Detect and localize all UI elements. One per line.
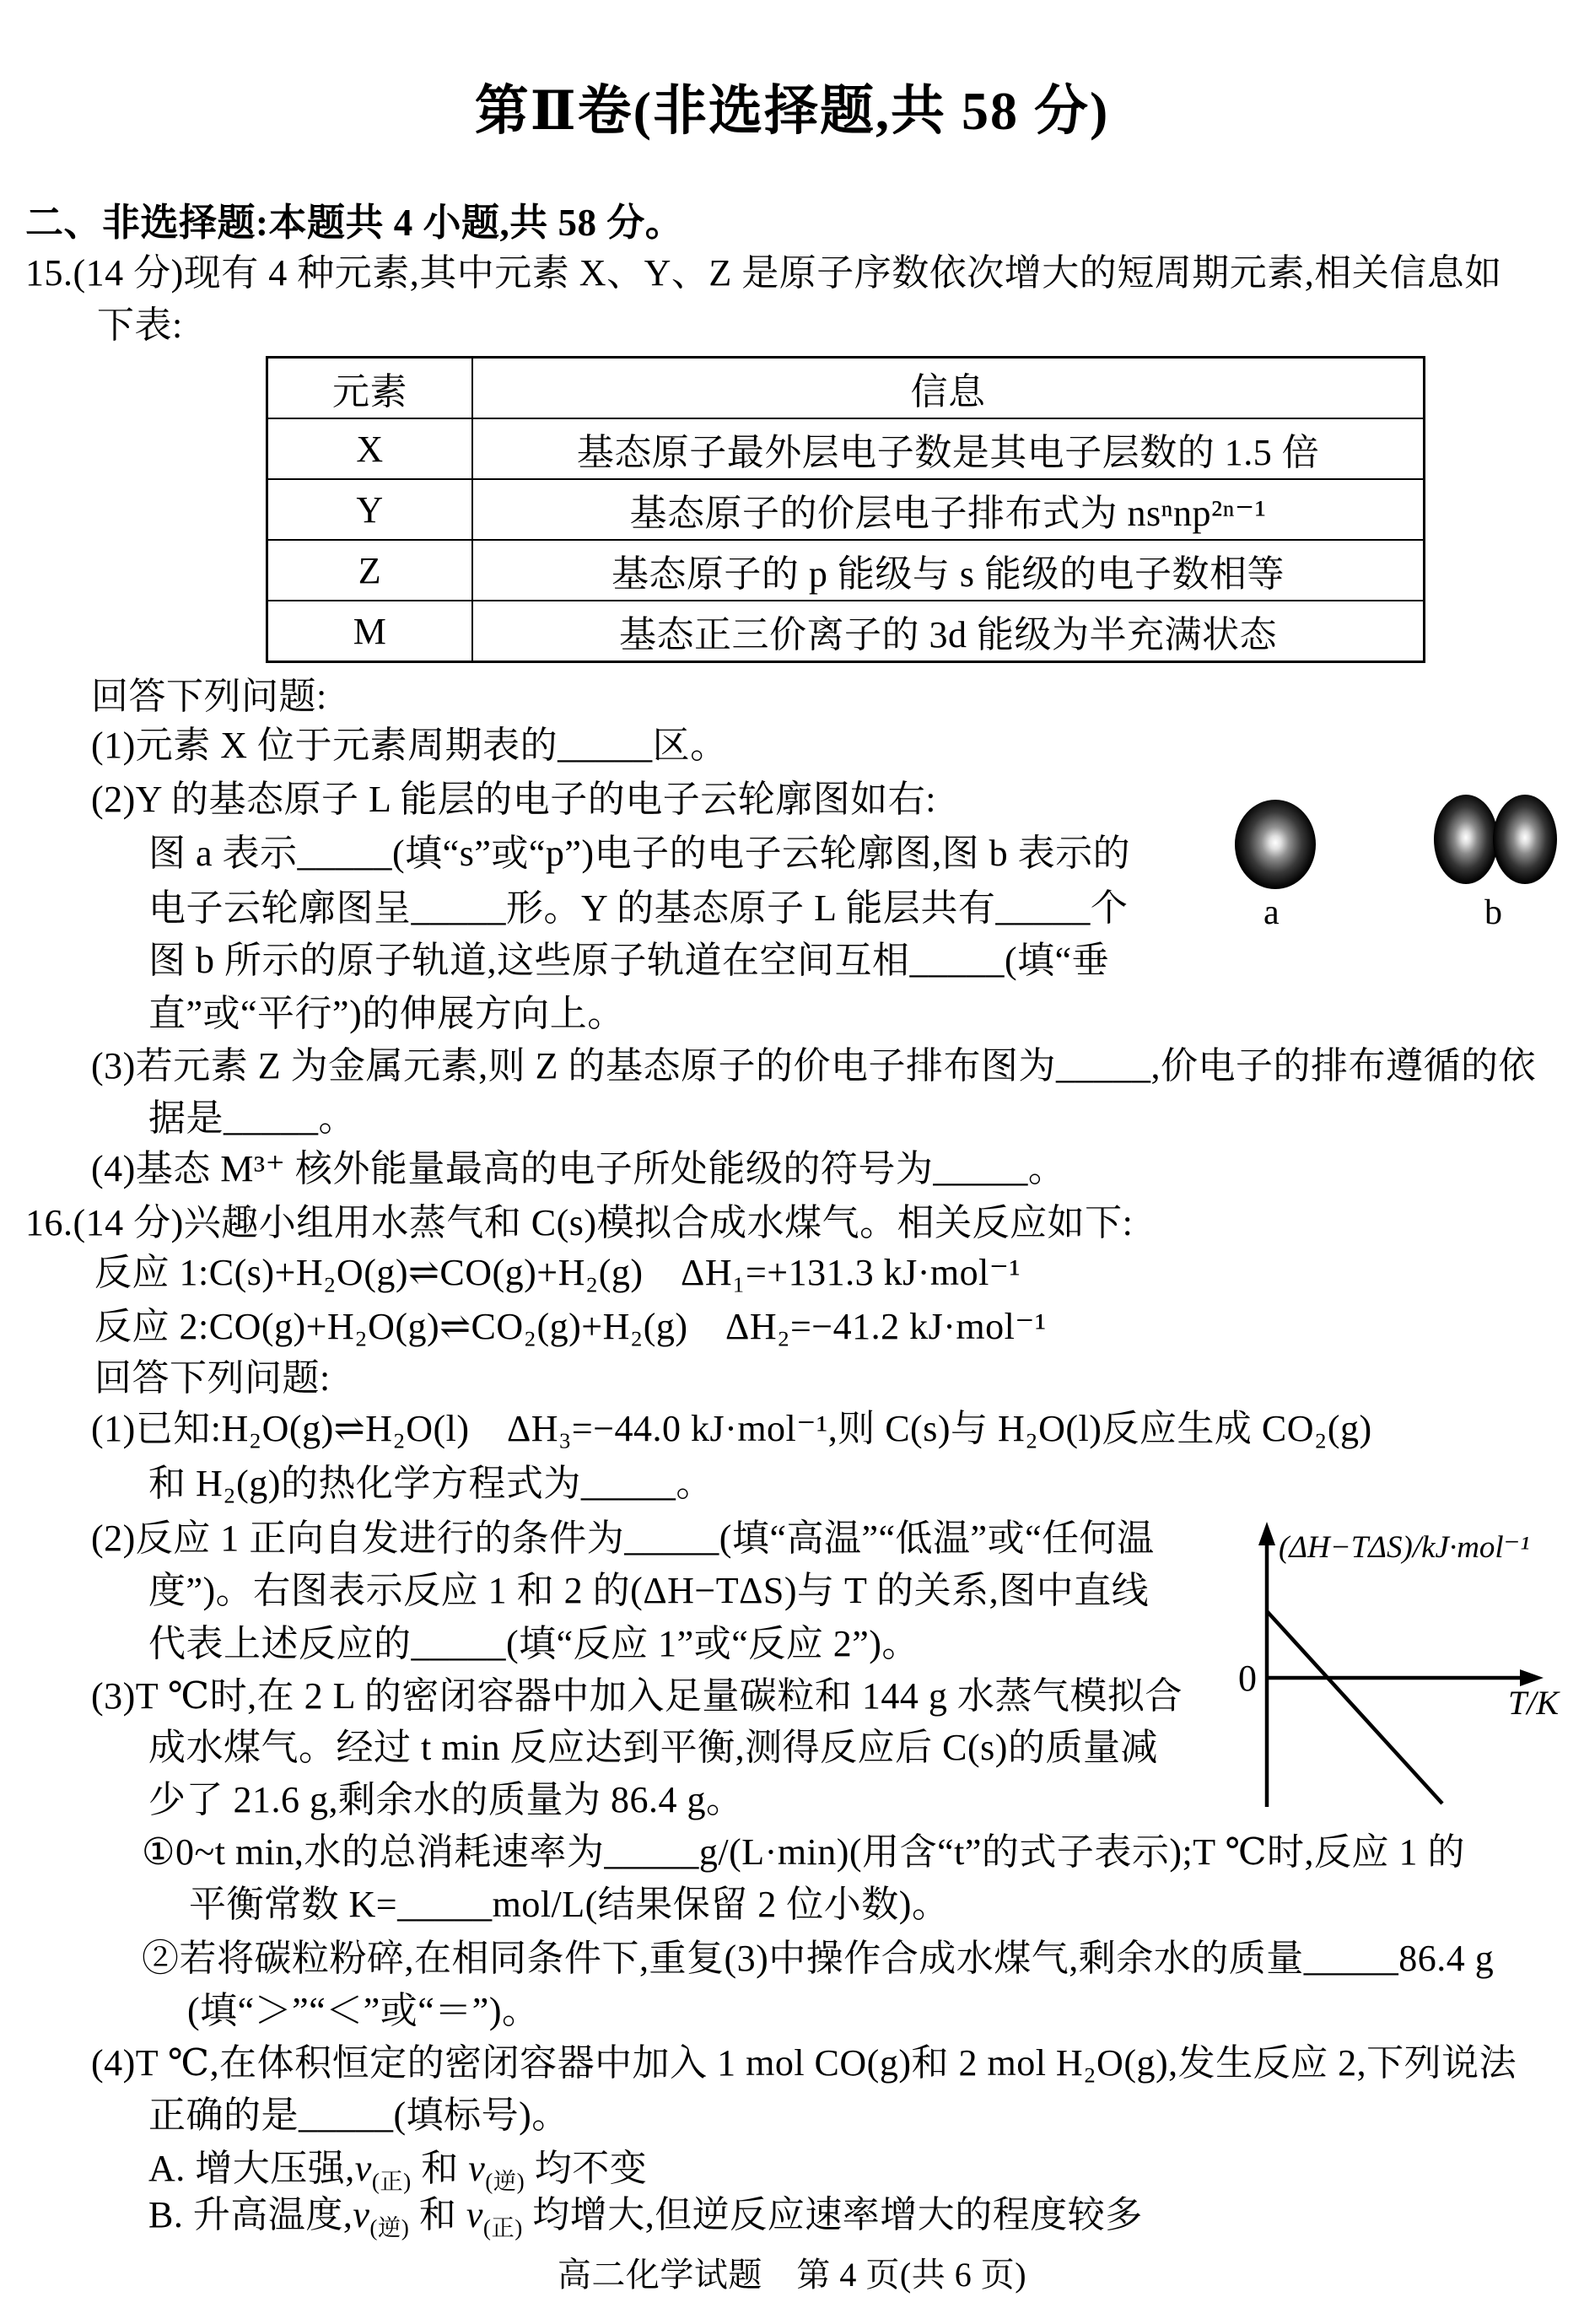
p-orbital-electron-cloud-figure <box>1434 795 1557 884</box>
q15-answer-prompt: 回答下列问题: <box>91 676 327 717</box>
q15-intro-line1: 15.(14 分)现有 4 种元素,其中元素 X、Y、Z 是原子序数依次增大的短周期元素,相关信息如 <box>25 252 1502 294</box>
column-header-element: 元素 <box>267 358 473 419</box>
element-cell: X <box>267 418 473 479</box>
page-footer: 高二化学试题 第 4 页(共 6 页) <box>557 2256 1027 2294</box>
figure-a-label: a <box>1263 893 1280 932</box>
q16-reaction1: 反应 1:C(s)+H₂O(g)⇌CO(g)+H₂(g) ΔH₁=+131.3 kJ·mol⁻¹ <box>94 1252 1021 1293</box>
element-cell: M <box>267 601 473 662</box>
element-cell: Z <box>267 540 473 601</box>
q15-part2-line4: 图 b 所示的原子轨道,这些原子轨道在空间互相_____(填“垂 <box>148 940 1110 981</box>
p-orbital-lobe <box>1493 795 1557 884</box>
info-cell: 基态原子最外层电子数是其电子层数的 1.5 倍 <box>472 418 1425 479</box>
page-title: 第Ⅱ卷(非选择题,共 58 分) <box>474 81 1110 141</box>
info-cell: 基态原子的价层电子排布式为 nsⁿnp²ⁿ⁻¹ <box>472 479 1425 540</box>
q16-option-b: B. 升高温度$,v_{(逆)}$ 和 $v_{(正)}$ 均增大,但逆反应速率增大的程度较多 <box>148 2194 1143 2240</box>
y-axis-label: (ΔH−TΔS)/kJ·mol⁻¹ <box>1279 1530 1530 1565</box>
p-orbital-lobe <box>1434 795 1498 884</box>
q16-answer-prompt: 回答下列问题: <box>94 1357 331 1399</box>
q16-part1-line2: 和 H₂(g)的热化学方程式为_____。 <box>148 1463 714 1504</box>
q16-part2-line3: 代表上述反应的_____(填“反应 1”或“反应 2”)。 <box>148 1623 919 1664</box>
free-energy-temperature-graph <box>1181 1493 1584 1818</box>
q16-option-a: A. 增大压强$,v_{(正)}$ 和 $v_{(逆)}$ 均不变 <box>148 2148 648 2194</box>
q16-part3-line2: 成水煤气。经过 t min 反应达到平衡,测得反应后 C(s)的质量减 <box>148 1727 1158 1768</box>
section-header: 二、非选择题:本题共 4 小题,共 58 分。 <box>25 202 684 244</box>
table-row <box>267 418 1425 479</box>
y-axis-arrow-icon <box>1258 1522 1275 1545</box>
origin-label: 0 <box>1238 1658 1257 1699</box>
q15-part2-line1: (2)Y 的基态原子 L 能层的电子的电子云轮廓图如右: <box>91 779 936 820</box>
q16-part2-line1: (2)反应 1 正向自发进行的条件为_____(填“高温”“低温”或“任何温 <box>91 1518 1155 1559</box>
q15-part1: (1)元素 X 位于元素周期表的_____区。 <box>91 725 728 766</box>
q15-part2-line3: 电子云轮廓图呈_____形。Y 的基态原子 L 能层共有_____个 <box>148 887 1129 929</box>
table-header-row <box>267 358 1425 419</box>
q16-part1-line1: (1)已知:H₂O(g)⇌H₂O(l) ΔH₃=−44.0 kJ·mol⁻¹,则 C(s)与 H₂O(l)反应生成 CO₂(g) <box>91 1408 1372 1449</box>
info-cell: 基态正三价离子的 3d 能级为半充满状态 <box>472 601 1425 662</box>
q16-part3-line3: 少了 21.6 g,剩余水的质量为 86.4 g。 <box>148 1779 744 1820</box>
q15-intro-line2: 下表: <box>97 305 183 346</box>
x-axis-label: T/K <box>1508 1684 1560 1722</box>
q16-part3-sub1-line2: 平衡常数 K=_____mol/L(结果保留 2 位小数)。 <box>189 1884 950 1925</box>
q15-part2-line5: 直”或“平行”)的伸展方向上。 <box>148 993 625 1034</box>
element-cell: Y <box>267 479 473 540</box>
q16-part4-line1: (4)T ℃,在体积恒定的密闭容器中加入 1 mol CO(g)和 2 mol H₂O(g),发生反应 2,下列说法 <box>91 2042 1517 2084</box>
s-orbital-electron-cloud-figure <box>1235 800 1316 889</box>
column-header-info: 信息 <box>472 358 1425 419</box>
q15-part4: (4)基态 M³⁺ 核外能量最高的电子所处能级的符号为_____。 <box>91 1148 1066 1189</box>
table-row <box>267 540 1425 601</box>
q15-part3-line1: (3)若元素 Z 为金属元素,则 Z 的基态原子的价电子排布图为_____,价电子的排布遵循的依 <box>91 1045 1537 1087</box>
figure-b-label: b <box>1484 893 1502 932</box>
q16-part4-line2: 正确的是_____(填标号)。 <box>148 2095 569 2136</box>
reaction-line <box>1267 1611 1442 1804</box>
q16-part3-line1: (3)T ℃时,在 2 L 的密闭容器中加入足量碳粒和 144 g 水蒸气模拟合 <box>91 1675 1183 1717</box>
q16-part3-sub2-line2: (填“＞”“＜”或“＝”)。 <box>187 1990 540 2031</box>
q15-part3-line2: 据是_____。 <box>148 1097 356 1139</box>
q16-part3-sub1-line1: ①0~t min,水的总消耗速率为_____g/(L·min)(用含“t”的式子表示);T ℃时,反应 1 的 <box>142 1831 1466 1873</box>
q16-reaction2: 反应 2:CO(g)+H₂O(g)⇌CO₂(g)+H₂(g) ΔH₂=−41.2 kJ·mol⁻¹ <box>94 1306 1047 1347</box>
table-row <box>267 479 1425 540</box>
q15-part2-line2: 图 a 表示_____(填“s”或“p”)电子的电子云轮廓图,图 b 表示的 <box>148 833 1131 874</box>
info-cell: 基态原子的 p 能级与 s 能级的电子数相等 <box>472 540 1425 601</box>
table-row <box>267 601 1425 662</box>
q16-part3-sub2-line1: ②若将碳粒粉碎,在相同条件下,重复(3)中操作合成水煤气,剩余水的质量_____86.4 g <box>142 1938 1495 1979</box>
q16-intro: 16.(14 分)兴趣小组用水蒸气和 C(s)模拟合成水煤气。相关反应如下: <box>25 1202 1134 1243</box>
q16-part2-line2: 度”)。右图表示反应 1 和 2 的(ΔH−TΔS)与 T 的关系,图中直线 <box>148 1570 1150 1611</box>
element-info-table <box>266 356 1425 663</box>
